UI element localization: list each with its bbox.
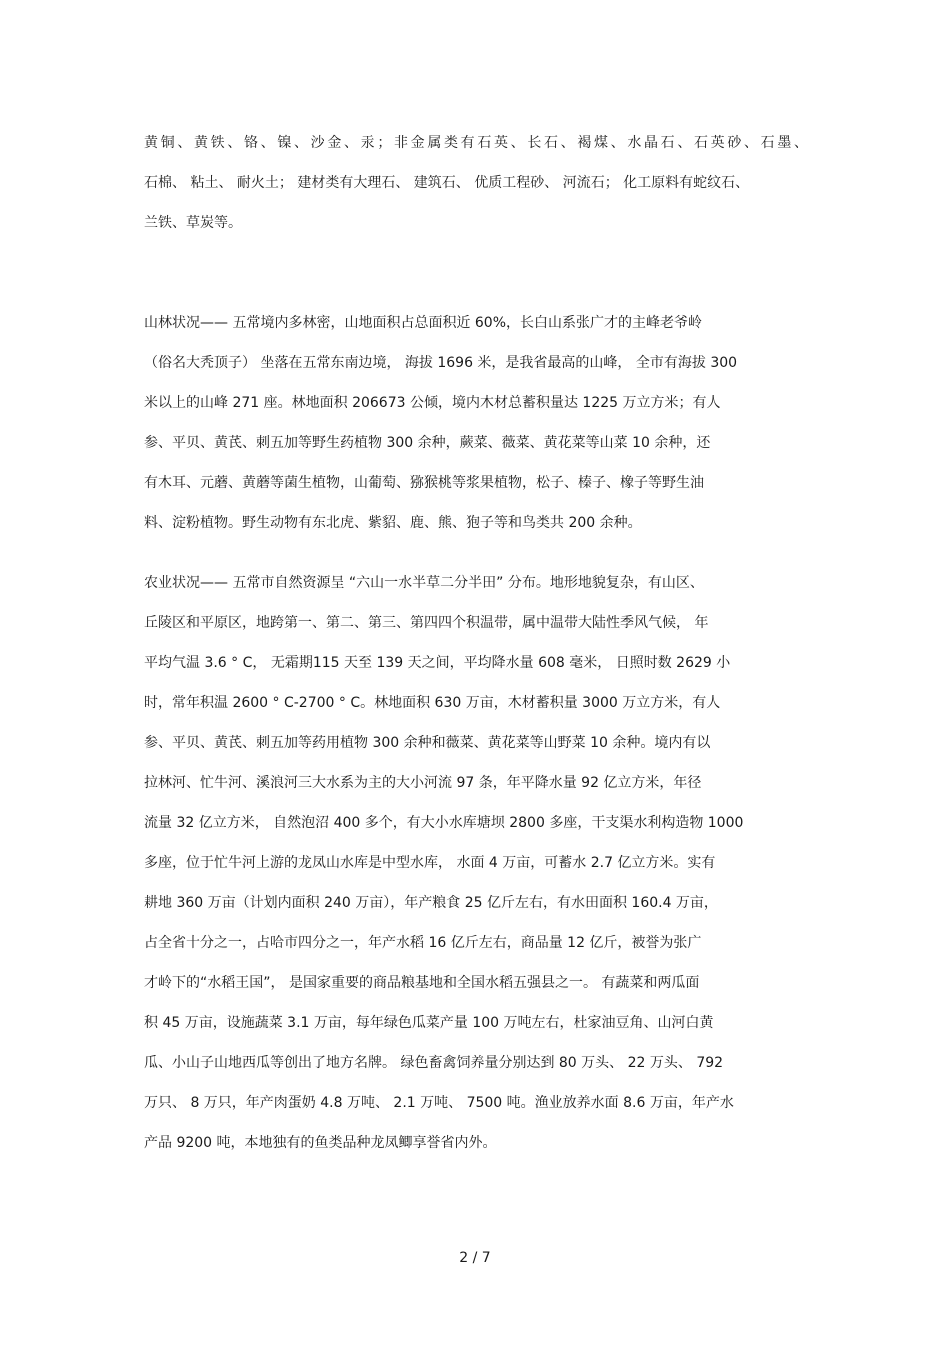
- text-line: 农业状况—— 五常市自然资源呈 “六山一水半草二分半田” 分布。地形地貌复杂，有山区、: [144, 575, 704, 591]
- text-line: 丘陵区和平原区，地跨第一、第二、第三、第四四个积温带，属中温带大陆性季风气候， 年: [144, 615, 709, 631]
- text-line: 参、平贝、黄芪、刺五加等野生药植物 300 余种，蕨菜、薇菜、黄花菜等山菜 10 余种，还: [144, 435, 711, 451]
- text-line: 参、平贝、黄芪、刺五加等药用植物 300 余种和薇菜、黄花菜等山野菜 10 余种。境内有以: [144, 735, 711, 751]
- paragraph-forest: [144, 303, 808, 543]
- text-line: 产品 9200 吨，本地独有的鱼类品种龙凤鲫享誉省内外。: [144, 1135, 497, 1151]
- text-line: 万只、 8 万只，年产肉蛋奶 4.8 万吨、 2.1 万吨、 7500 吨。渔业放养水面 8.6 万亩，年产水: [144, 1095, 734, 1111]
- text-line: （俗名大秃顶子） 坐落在五常东南边境， 海拔 1696 米，是我省最高的山峰， 全市有海拔 300: [144, 355, 738, 371]
- page-number: 2 / 7: [459, 1250, 491, 1266]
- text-line: 才岭下的“水稻王国”， 是国家重要的商品粮基地和全国水稻五强县之一。 有蔬菜和两瓜面: [144, 975, 700, 991]
- text-line: 拉林河、忙牛河、溪浪河三大水系为主的大小河流 97 条，年平降水量 92 亿立方米，年径: [144, 775, 702, 791]
- text-line: 平均气温 3.6 ° C， 无霜期115 天至 139 天之间，平均降水量 608 毫米， 日照时数 2629 小: [144, 655, 731, 671]
- text-line: 黄铜、黄铁、铬、镍、沙金、汞；非金属类有石英、长石、褐煤、水晶石、石英砂、石墨、: [144, 135, 808, 151]
- text-line: 瓜、小山子山地西瓜等创出了地方名牌。 绿色畜禽饲养量分别达到 80 万头、 22 万头、 792: [144, 1055, 724, 1071]
- paragraph-minerals: [144, 123, 808, 243]
- text-line: 多座，位于忙牛河上游的龙凤山水库是中型水库， 水面 4 万亩，可蓄水 2.7 亿立方米。实有: [144, 855, 716, 871]
- text-line: 石棉、 粘土、 耐火土； 建材类有大理石、 建筑石、 优质工程砂、 河流石； 化工原料有蛇纹石、: [144, 175, 750, 191]
- text-line: 料、淀粉植物。野生动物有东北虎、紫貂、鹿、熊、狍子等和鸟类共 200 余种。: [144, 515, 642, 531]
- text-line: 占全省十分之一，占哈市四分之一，年产水稻 16 亿斤左右，商品量 12 亿斤，被誉为张广: [144, 935, 702, 951]
- text-line: 有木耳、元蘑、黄蘑等菌生植物，山葡萄、猕猴桃等浆果植物，松子、榛子、橡子等野生油: [144, 475, 704, 491]
- text-line: 兰铁、草炭等。: [144, 215, 242, 231]
- text-line: 时，常年积温 2600 ° C-2700 ° C。林地面积 630 万亩，木材蓄积量 3000 万立方米，有人: [144, 695, 721, 711]
- text-line: 耕地 360 万亩（计划内面积 240 万亩），年产粮食 25 亿斤左右，有水田面积 160.4 万亩，: [144, 895, 718, 911]
- text-line: 米以上的山峰 271 座。林地面积 206673 公倾，境内木材总蓄积量达 1225 万立方米；有人: [144, 395, 721, 411]
- text-line: 积 45 万亩，设施蔬菜 3.1 万亩，每年绿色瓜菜产量 100 万吨左右，杜家油豆角、山河白黄: [144, 1015, 714, 1031]
- text-line: 流量 32 亿立方米， 自然泡沼 400 多个，有大小水库塘坝 2800 多座，干支渠水利构造物 1000: [144, 815, 744, 831]
- paragraph-agriculture: [144, 563, 808, 1163]
- text-line: 山林状况—— 五常境内多林密，山地面积占总面积近 60%，长白山系张广才的主峰老爷岭: [144, 315, 703, 331]
